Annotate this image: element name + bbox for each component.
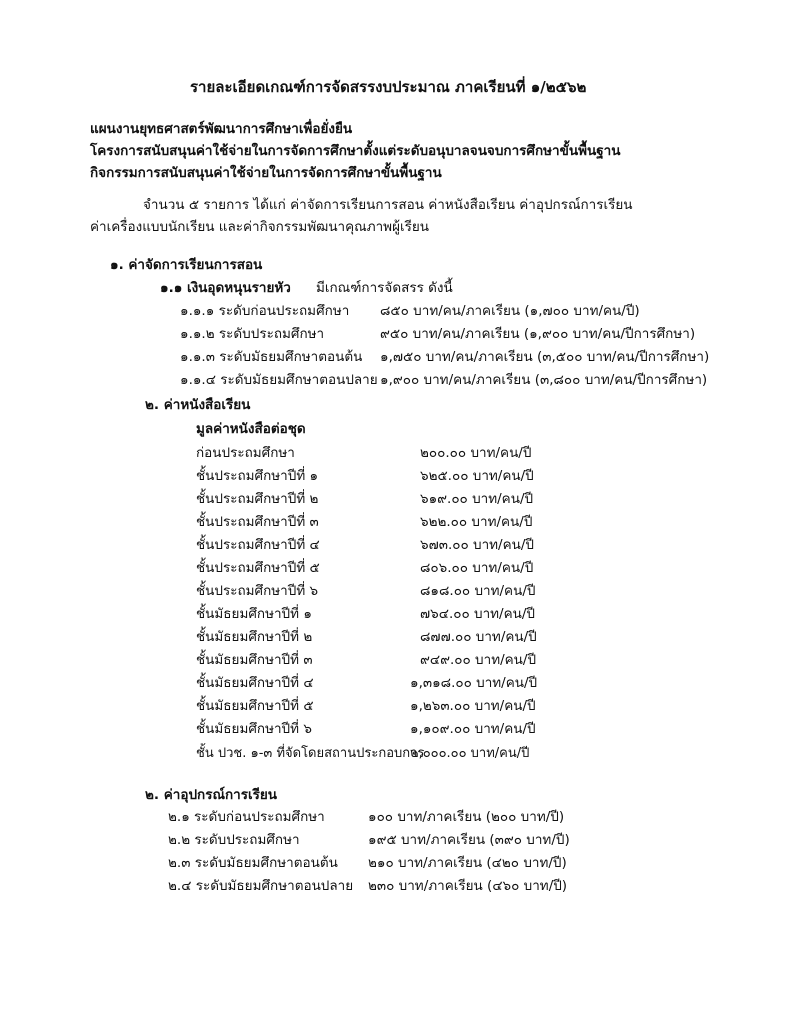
- section1-subheading: ๑.๑ เงินอุดหนุนรายหัว: [160, 280, 291, 296]
- book-row-amount: ๖๑๙.๐๐ บาท/คน/ปี: [420, 491, 534, 507]
- book-row-label: ชั้นมัธยมศึกษาปีที่ ๓: [196, 652, 313, 668]
- supply-row-label: ๒.๒ ระดับประถมศึกษา: [168, 832, 300, 848]
- project-line: โครงการสนับสนุนค่าใช้จ่ายในการจัดการศึกษาตั้งแต่ระดับอนุบาลจนจบการศึกษาขั้นพื้นฐาน: [90, 143, 621, 159]
- capita-row-label: ๑.๑.๑ ระดับก่อนประถมศึกษา: [180, 303, 350, 319]
- book-row-amount: ๒,๐๐๐.๐๐ บาท/คน/ปี: [410, 746, 530, 761]
- book-row-label: ชั้นมัธยมศึกษาปีที่ ๔: [196, 675, 314, 691]
- book-row-amount: ๖๒๕.๐๐ บาท/คน/ปี: [420, 468, 534, 484]
- book-row-amount: ๘๑๘.๐๐ บาท/คน/ปี: [420, 583, 536, 599]
- supply-row-label: ๒.๔ ระดับมัธยมศึกษาตอนปลาย: [168, 878, 354, 894]
- book-row-amount: ๖๒๒.๐๐ บาท/คน/ปี: [420, 514, 533, 530]
- book-row-amount: ๘๐๖.๐๐ บาท/คน/ปี: [420, 560, 534, 576]
- intro-line-2: ค่าเครื่องแบบนักเรียน และค่ากิจกรรมพัฒนาคุณภาพผู้เรียน: [90, 219, 429, 235]
- book-row-label: ชั้นประถมศึกษาปีที่ ๔: [196, 537, 320, 553]
- section2-subheading: มูลค่าหนังสือต่อชุด: [196, 421, 306, 437]
- book-row-label: ชั้นประถมศึกษาปีที่ ๑: [196, 468, 319, 484]
- book-row-label: ชั้นประถมศึกษาปีที่ ๕: [196, 560, 320, 576]
- book-row-label: ก่อนประถมศึกษา: [196, 445, 295, 461]
- supply-row-amount: ๑๐๐ บาท/ภาคเรียน (๒๐๐ บาท/ปี): [368, 809, 565, 825]
- supply-row-amount: ๒๓๐ บาท/ภาคเรียน (๔๖๐ บาท/ปี): [368, 878, 568, 894]
- book-row-label: ชั้นมัธยมศึกษาปีที่ ๕: [196, 698, 314, 714]
- page-title: รายละเอียดเกณฑ์การจัดสรรงบประมาณ ภาคเรียนที่ ๑/๒๕๖๒: [190, 78, 587, 96]
- book-row-label: ชั้นประถมศึกษาปีที่ ๒: [196, 491, 319, 507]
- section3-heading: ๒. ค่าอุปกรณ์การเรียน: [145, 787, 277, 803]
- capita-row-label: ๑.๑.๒ ระดับประถมศึกษา: [180, 326, 325, 342]
- intro-line-1: จำนวน ๕ รายการ ได้แก่ ค่าจัดการเรียนการสอน ค่าหนังสือเรียน ค่าอุปกรณ์การเรียน: [143, 197, 633, 213]
- supply-row-label: ๒.๓ ระดับมัธยมศึกษาตอนต้น: [168, 855, 338, 871]
- plan-line: แผนงานยุทธศาสตร์พัฒนาการศึกษาเพื่อยั่งยืน: [90, 121, 353, 137]
- capita-row-label: ๑.๑.๔ ระดับมัธยมศึกษาตอนปลาย: [180, 372, 378, 388]
- book-row-label: ชั้นประถมศึกษาปีที่ ๓: [196, 514, 319, 530]
- supply-row-label: ๒.๑ ระดับก่อนประถมศึกษา: [168, 809, 325, 825]
- book-row-amount: ๑,๑๐๙.๐๐ บาท/คน/ปี: [410, 721, 536, 737]
- capita-row-amount: ๑,๙๐๐ บาท/คน/ภาคเรียน (๓,๘๐๐ บาท/คน/ปีการศึกษา): [380, 372, 708, 388]
- capita-row-amount: ๘๕๐ บาท/คน/ภาคเรียน (๑,๗๐๐ บาท/คน/ปี): [380, 303, 640, 319]
- book-row-amount: ๒๐๐.๐๐ บาท/คน/ปี: [420, 445, 532, 461]
- capita-row-amount: ๙๕๐ บาท/คน/ภาคเรียน (๑,๙๐๐ บาท/คน/ปีการศึกษา): [380, 326, 696, 342]
- activity-line: กิจกรรมการสนับสนุนค่าใช้จ่ายในการจัดการศึกษาขั้นพื้นฐาน: [90, 165, 442, 181]
- capita-row-label: ๑.๑.๓ ระดับมัธยมศึกษาตอนต้น: [180, 349, 363, 365]
- book-row-amount: ๖๗๓.๐๐ บาท/คน/ปี: [420, 537, 534, 553]
- section2-heading: ๒. ค่าหนังสือเรียน: [145, 397, 251, 413]
- book-row-amount: ๙๔๙.๐๐ บาท/คน/ปี: [420, 652, 537, 668]
- book-row-label: ชั้นมัธยมศึกษาปีที่ ๖: [196, 721, 312, 737]
- supply-row-amount: ๑๙๕ บาท/ภาคเรียน (๓๙๐ บาท/ปี): [368, 832, 570, 848]
- book-row-label: ชั้นมัธยมศึกษาปีที่ ๑: [196, 606, 312, 622]
- section1-subnote: มีเกณฑ์การจัดสรร ดังนี้: [316, 280, 453, 296]
- book-row-amount: ๑,๒๖๓.๐๐ บาท/คน/ปี: [410, 698, 536, 714]
- book-row-amount: ๘๗๗.๐๐ บาท/คน/ปี: [420, 629, 537, 645]
- section1-heading: ๑. ค่าจัดการเรียนการสอน: [110, 257, 263, 273]
- capita-row-amount: ๑,๗๕๐ บาท/คน/ภาคเรียน (๓,๕๐๐ บาท/คน/ปีการศึกษา): [380, 349, 710, 365]
- book-row-label: ชั้น ปวช. ๑-๓ ที่จัดโดยสถานประกอบการ: [196, 746, 425, 761]
- book-row-amount: ๑,๓๑๘.๐๐ บาท/คน/ปี: [410, 675, 538, 691]
- book-row-amount: ๗๖๔.๐๐ บาท/คน/ปี: [420, 606, 535, 622]
- supply-row-amount: ๒๑๐ บาท/ภาคเรียน (๔๒๐ บาท/ปี): [368, 855, 567, 871]
- book-row-label: ชั้นประถมศึกษาปีที่ ๖: [196, 583, 319, 599]
- book-row-label: ชั้นมัธยมศึกษาปีที่ ๒: [196, 629, 313, 645]
